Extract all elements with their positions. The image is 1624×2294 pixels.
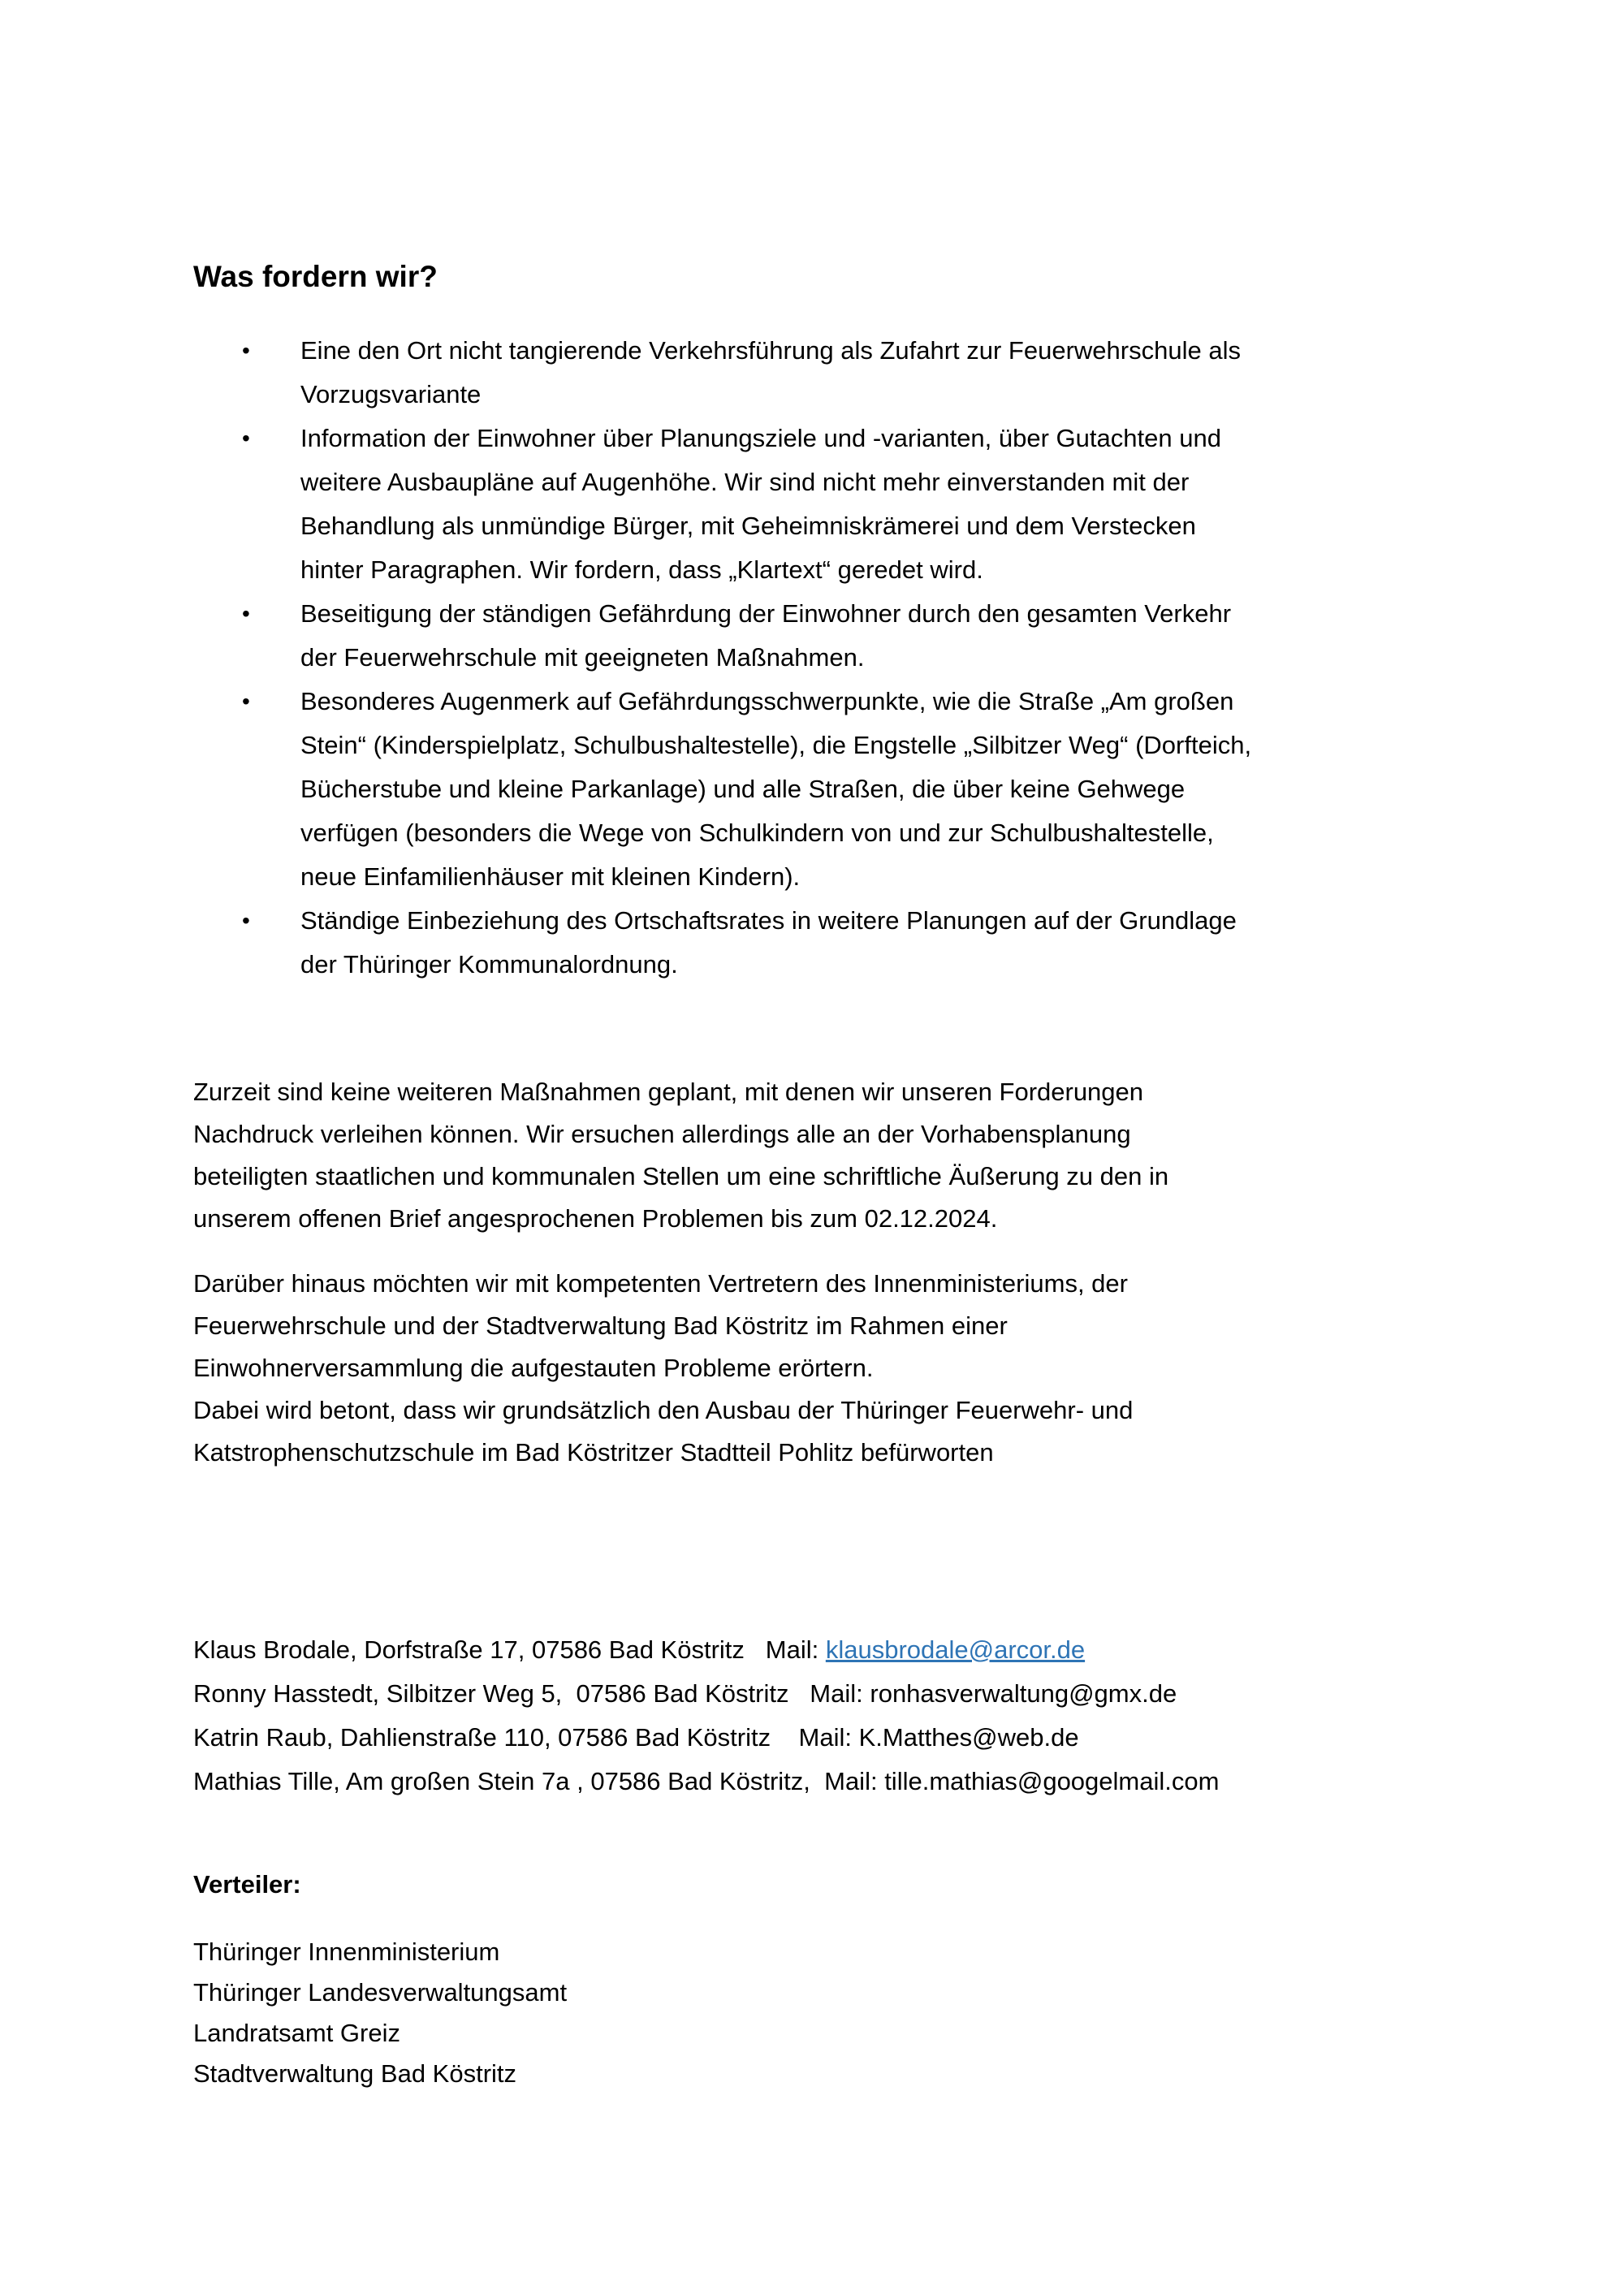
paragraph-meeting-request [193,1263,1462,1474]
paragraph-line: Dabei wird betont, dass wir grundsätzlich den Ausbau der Thüringer Feuerwehr- und [193,1396,1134,1424]
bullet-list [193,329,1462,987]
paragraph-measures [193,1071,1462,1240]
paragraph-line: Zurzeit sind keine weiteren Maßnahmen geplant, mit denen wir unseren Forderungen [193,1078,1144,1106]
paragraph-line: Feuerwehrschule und der Stadtverwaltung Bad Köstritz im Rahmen einer [193,1311,1008,1340]
bullet-line: Vorzugsvariante [300,380,482,408]
bullet-marker-icon: • [242,601,250,626]
paragraph-line: Nachdruck verleihen können. Wir ersuchen allerdings alle an der Vorhabensplanung [193,1120,1131,1148]
contact-line [193,1628,1462,1672]
bullet-line: hinter Paragraphen. Wir fordern, dass „Klartext“ geredet wird. [300,555,983,584]
contact-text: Mathias Tille, Am großen Stein 7a , 07586 Bad Köstritz, Mail: [193,1767,885,1795]
email-text: tille.mathias@googelmail.com [884,1767,1220,1795]
bullet-marker-icon: • [242,908,250,933]
bullet-line: verfügen (besonders die Wege von Schulkindern von und zur Schulbushaltestelle, [300,819,1214,847]
bullet-item [193,899,1462,987]
paragraph-line: Katstrophenschutzschule im Bad Köstritzer Stadtteil Pohlitz befürworten [193,1438,994,1467]
distribution-list [193,1932,1462,2094]
paragraph-line: Darüber hinaus möchten wir mit kompetenten Vertretern des Innenministeriums, der [193,1269,1128,1298]
paragraph-line: beteiligten staatlichen und kommunalen Stellen um eine schriftliche Äußerung zu den in [193,1162,1169,1190]
email-link[interactable]: klausbrodale@arcor.de [825,1635,1086,1664]
contact-text: Klaus Brodale, Dorfstraße 17, 07586 Bad Köstritz Mail: [193,1635,826,1664]
distribution-item: Thüringer Landesverwaltungsamt [193,1978,568,2007]
bullet-marker-icon: • [242,338,250,363]
bullet-line: Beseitigung der ständigen Gefährdung der Einwohner durch den gesamten Verkehr [300,599,1232,628]
contact-line [193,1760,1462,1804]
verteiler-heading: Verteiler: [193,1870,301,1899]
bullet-line: Besonderes Augenmerk auf Gefährdungsschwerpunkte, wie die Straße „Am großen [300,687,1234,715]
email-text: ronhasverwaltung@gmx.de [870,1679,1177,1708]
document-heading: Was fordern wir? [193,260,438,293]
distribution-item: Thüringer Innenministerium [193,1938,500,1966]
bullet-line: neue Einfamilienhäuser mit kleinen Kindern). [300,862,801,891]
bullet-marker-icon: • [242,426,250,451]
contact-text: Ronny Hasstedt, Silbitzer Weg 5, 07586 Bad Köstritz Mail: [193,1679,870,1708]
bullet-line: der Thüringer Kommunalordnung. [300,950,678,979]
bullet-item [193,592,1462,680]
bullet-line: weitere Ausbaupläne auf Augenhöhe. Wir sind nicht mehr einverstanden mit der [300,468,1190,496]
paragraph-line: unserem offenen Brief angesprochenen Problemen bis zum 02.12.2024. [193,1204,998,1233]
contact-line [193,1716,1462,1760]
contact-line [193,1672,1462,1716]
bullet-item [193,680,1462,899]
bullet-marker-icon: • [242,689,250,714]
email-text: K.Matthes@web.de [858,1723,1079,1752]
contact-text: Katrin Raub, Dahlienstraße 110, 07586 Bad Köstritz Mail: [193,1723,859,1752]
contact-list [193,1628,1462,1804]
bullet-line: Stein“ (Kinderspielplatz, Schulbushaltestelle), die Engstelle „Silbitzer Weg“ (Dorfteich, [300,731,1252,759]
bullet-item [193,417,1462,592]
bullet-line: Bücherstube und kleine Parkanlage) und alle Straßen, die über keine Gehwege [300,775,1186,803]
distribution-item: Landratsamt Greiz [193,2019,400,2047]
bullet-line: Information der Einwohner über Planungsziele und -varianten, über Gutachten und [300,424,1221,452]
bullet-line: Ständige Einbeziehung des Ortschaftsrates in weitere Planungen auf der Grundlage [300,906,1237,935]
bullet-line: Eine den Ort nicht tangierende Verkehrsführung als Zufahrt zur Feuerwehrschule als [300,336,1241,365]
bullet-line: der Feuerwehrschule mit geeigneten Maßnahmen. [300,643,865,672]
paragraph-line: Einwohnerversammlung die aufgestauten Probleme erörtern. [193,1354,874,1382]
distribution-item: Stadtverwaltung Bad Köstritz [193,2059,517,2088]
bullet-line: Behandlung als unmündige Bürger, mit Geheimniskrämerei und dem Verstecken [300,512,1196,540]
bullet-item [193,329,1462,417]
